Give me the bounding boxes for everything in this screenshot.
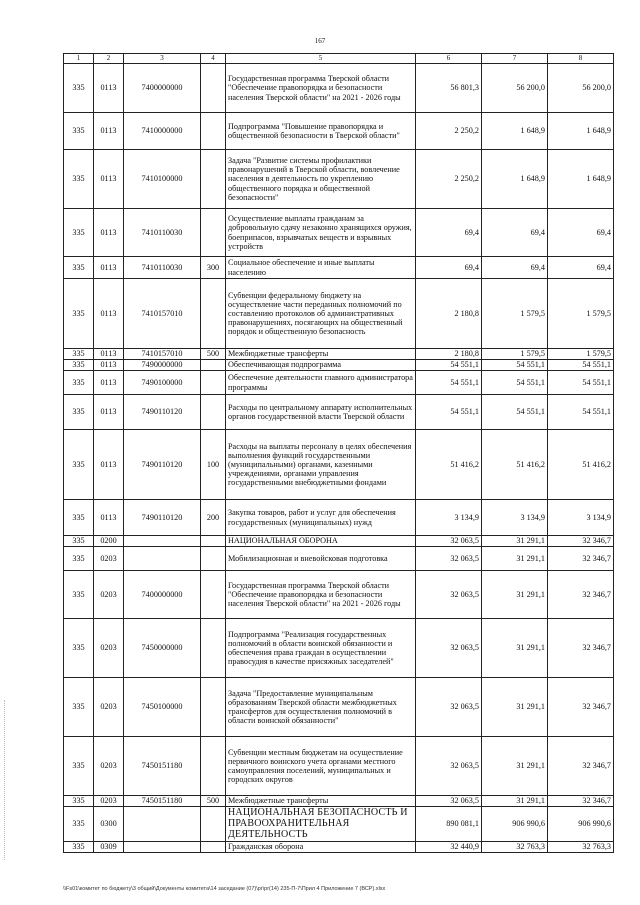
cell-col5: Межбюджетные трансферты xyxy=(226,349,416,360)
cell-col4: 500 xyxy=(201,349,226,360)
cell-col4: 200 xyxy=(201,500,226,536)
cell-col1: 335 xyxy=(64,395,94,430)
header-cell: 7 xyxy=(482,54,548,64)
cell-col8: 32 346,7 xyxy=(548,796,614,807)
table-row xyxy=(64,360,614,371)
cell-col5: Задача "Развитие системы профилактики правонарушений в Тверской области, вовлечение населения в деятельность по укреплению общественного порядка и общественной безопасности" xyxy=(226,150,416,209)
cell-col5: НАЦИОНАЛЬНАЯ ОБОРОНА xyxy=(226,536,416,547)
cell-col3: 7400000000 xyxy=(124,64,201,113)
cell-col2: 0203 xyxy=(94,547,124,571)
cell-col1: 335 xyxy=(64,430,94,500)
cell-col8: 32 763,3 xyxy=(548,841,614,852)
cell-col6: 32 063,5 xyxy=(416,678,482,737)
cell-col3 xyxy=(124,536,201,547)
cell-col7: 31 291,1 xyxy=(482,737,548,796)
table-row xyxy=(64,619,614,678)
cell-col2: 0203 xyxy=(94,737,124,796)
cell-col2: 0113 xyxy=(94,150,124,209)
cell-col3 xyxy=(124,841,201,852)
cell-col1: 335 xyxy=(64,807,94,842)
table-row xyxy=(64,209,614,257)
cell-col2: 0113 xyxy=(94,64,124,113)
table-row xyxy=(64,841,614,852)
cell-col7: 69,4 xyxy=(482,257,548,279)
cell-col3 xyxy=(124,807,201,842)
cell-col7: 56 200,0 xyxy=(482,64,548,113)
cell-col2: 0113 xyxy=(94,371,124,395)
cell-col6: 32 063,5 xyxy=(416,547,482,571)
cell-col8: 32 346,7 xyxy=(548,737,614,796)
cell-col1: 335 xyxy=(64,150,94,209)
cell-col6: 32 063,5 xyxy=(416,571,482,619)
header-cell: 5 xyxy=(226,54,416,64)
cell-col2: 0113 xyxy=(94,279,124,349)
cell-col8: 56 200,0 xyxy=(548,64,614,113)
cell-col3: 7410157010 xyxy=(124,349,201,360)
cell-col2: 0113 xyxy=(94,360,124,371)
cell-col7: 31 291,1 xyxy=(482,619,548,678)
cell-col4: 500 xyxy=(201,796,226,807)
cell-col1: 335 xyxy=(64,796,94,807)
margin-mark xyxy=(4,700,6,860)
cell-col5: Обеспечивающая подпрограмма xyxy=(226,360,416,371)
cell-col5: Государственная программа Тверской области "Обеспечение правопорядка и безопасности населения Тверской области" на 2021 - 2026 годы xyxy=(226,64,416,113)
cell-col1: 335 xyxy=(64,64,94,113)
cell-col4 xyxy=(201,150,226,209)
table-row xyxy=(64,395,614,430)
cell-col6: 54 551,1 xyxy=(416,360,482,371)
header-cell: 6 xyxy=(416,54,482,64)
cell-col2: 0113 xyxy=(94,209,124,257)
cell-col8: 1 648,9 xyxy=(548,150,614,209)
file-path-footer: \\Fs01\комитет по бюджету\3 общий\Документы комитета\14 заседание (07)\pr\pr(14) 235-П-7\Прил 4 Приложение 7 (ВСР).xlsx xyxy=(63,886,386,892)
table-body xyxy=(64,64,614,853)
cell-col6: 32 063,5 xyxy=(416,619,482,678)
cell-col4 xyxy=(201,678,226,737)
cell-col8: 54 551,1 xyxy=(548,395,614,430)
cell-col6: 3 134,9 xyxy=(416,500,482,536)
cell-col6: 54 551,1 xyxy=(416,395,482,430)
cell-col4 xyxy=(201,395,226,430)
cell-col8: 32 346,7 xyxy=(548,678,614,737)
cell-col6: 69,4 xyxy=(416,209,482,257)
cell-col3: 7410000000 xyxy=(124,113,201,150)
cell-col5: Гражданская оборона xyxy=(226,841,416,852)
cell-col4 xyxy=(201,536,226,547)
cell-col7: 1 579,5 xyxy=(482,349,548,360)
table-row xyxy=(64,547,614,571)
cell-col8: 32 346,7 xyxy=(548,571,614,619)
cell-col6: 32 063,5 xyxy=(416,536,482,547)
cell-col8: 1 579,5 xyxy=(548,279,614,349)
cell-col8: 1 648,9 xyxy=(548,113,614,150)
cell-col6: 890 081,1 xyxy=(416,807,482,842)
table-row xyxy=(64,678,614,737)
cell-col7: 1 648,9 xyxy=(482,150,548,209)
table-row xyxy=(64,571,614,619)
table-row xyxy=(64,807,614,842)
cell-col3: 7410100000 xyxy=(124,150,201,209)
cell-col7: 54 551,1 xyxy=(482,371,548,395)
cell-col2: 0113 xyxy=(94,349,124,360)
table-row xyxy=(64,349,614,360)
cell-col6: 69,4 xyxy=(416,257,482,279)
cell-col4 xyxy=(201,279,226,349)
cell-col7: 1 648,9 xyxy=(482,113,548,150)
cell-col5: Мобилизационная и вневойсковая подготовка xyxy=(226,547,416,571)
cell-col6: 32 063,5 xyxy=(416,796,482,807)
cell-col3: 7450151180 xyxy=(124,796,201,807)
cell-col8: 69,4 xyxy=(548,209,614,257)
cell-col7: 1 579,5 xyxy=(482,279,548,349)
cell-col5: Осуществление выплаты гражданам за добровольную сдачу незаконно хранящихся оружия, боеприпасов, взрывчатых веществ и взрывных устройств xyxy=(226,209,416,257)
table-row xyxy=(64,430,614,500)
cell-col2: 0309 xyxy=(94,841,124,852)
cell-col5: Субвенции местным бюджетам на осуществление первичного воинского учета органами местного самоуправления поселений, муниципальных и городских округов xyxy=(226,737,416,796)
cell-col2: 0203 xyxy=(94,619,124,678)
cell-col3: 7400000000 xyxy=(124,571,201,619)
cell-col1: 335 xyxy=(64,209,94,257)
cell-col6: 32 063,5 xyxy=(416,737,482,796)
cell-col4 xyxy=(201,64,226,113)
cell-col1: 335 xyxy=(64,371,94,395)
cell-col7: 54 551,1 xyxy=(482,395,548,430)
cell-col8: 54 551,1 xyxy=(548,371,614,395)
cell-col7: 31 291,1 xyxy=(482,571,548,619)
cell-col4 xyxy=(201,360,226,371)
cell-col7: 32 763,3 xyxy=(482,841,548,852)
cell-col8: 54 551,1 xyxy=(548,360,614,371)
cell-col3: 7450000000 xyxy=(124,619,201,678)
cell-col3: 7490110120 xyxy=(124,430,201,500)
cell-col6: 2 180,8 xyxy=(416,349,482,360)
table-row xyxy=(64,796,614,807)
cell-col4 xyxy=(201,209,226,257)
cell-col3: 7490110120 xyxy=(124,500,201,536)
cell-col2: 0113 xyxy=(94,430,124,500)
cell-col1: 335 xyxy=(64,678,94,737)
cell-col7: 31 291,1 xyxy=(482,796,548,807)
cell-col4 xyxy=(201,547,226,571)
cell-col5: Обеспечение деятельности главного администратора программы xyxy=(226,371,416,395)
cell-col1: 335 xyxy=(64,737,94,796)
header-cell: 1 xyxy=(64,54,94,64)
table-header-row xyxy=(64,54,614,64)
cell-col8: 69,4 xyxy=(548,257,614,279)
cell-col4 xyxy=(201,737,226,796)
cell-col8: 51 416,2 xyxy=(548,430,614,500)
cell-col7: 31 291,1 xyxy=(482,678,548,737)
page-number: 167 xyxy=(314,37,326,45)
cell-col8: 32 346,7 xyxy=(548,547,614,571)
cell-col5: НАЦИОНАЛЬНАЯ БЕЗОПАСНОСТЬ И ПРАВООХРАНИТЕЛЬНАЯ ДЕЯТЕЛЬНОСТЬ xyxy=(226,807,416,842)
table-row xyxy=(64,150,614,209)
cell-col6: 54 551,1 xyxy=(416,371,482,395)
cell-col8: 1 579,5 xyxy=(548,349,614,360)
cell-col1: 335 xyxy=(64,841,94,852)
cell-col5: Подпрограмма "Реализация государственных полномочий в области воинской обязанности и обеспечения права граждан в осуществлении правосудия в качестве присяжных заседателей" xyxy=(226,619,416,678)
cell-col8: 32 346,7 xyxy=(548,536,614,547)
table-row xyxy=(64,64,614,113)
cell-col5: Подпрограмма "Повышение правопорядка и общественной безопасности в Тверской области" xyxy=(226,113,416,150)
header-cell: 2 xyxy=(94,54,124,64)
cell-col3: 7450100000 xyxy=(124,678,201,737)
cell-col1: 335 xyxy=(64,619,94,678)
cell-col7: 69,4 xyxy=(482,209,548,257)
cell-col1: 335 xyxy=(64,349,94,360)
cell-col6: 32 440,9 xyxy=(416,841,482,852)
cell-col6: 2 250,2 xyxy=(416,113,482,150)
cell-col6: 2 180,8 xyxy=(416,279,482,349)
cell-col2: 0203 xyxy=(94,796,124,807)
cell-col4 xyxy=(201,841,226,852)
cell-col4 xyxy=(201,619,226,678)
cell-col7: 31 291,1 xyxy=(482,536,548,547)
cell-col2: 0203 xyxy=(94,678,124,737)
cell-col5: Задача "Предоставление муниципальным образованиям Тверской области межбюджетных трансфертов для осуществления полномочий в области воинской обязанности" xyxy=(226,678,416,737)
table-row xyxy=(64,500,614,536)
cell-col1: 335 xyxy=(64,500,94,536)
cell-col5: Социальное обеспечение и иные выплаты населению xyxy=(226,257,416,279)
header-cell: 3 xyxy=(124,54,201,64)
cell-col4: 100 xyxy=(201,430,226,500)
cell-col4 xyxy=(201,371,226,395)
cell-col1: 335 xyxy=(64,547,94,571)
cell-col4 xyxy=(201,807,226,842)
cell-col1: 335 xyxy=(64,536,94,547)
cell-col2: 0113 xyxy=(94,395,124,430)
cell-col4: 300 xyxy=(201,257,226,279)
cell-col1: 335 xyxy=(64,360,94,371)
cell-col7: 3 134,9 xyxy=(482,500,548,536)
cell-col3: 7490110120 xyxy=(124,395,201,430)
cell-col3 xyxy=(124,547,201,571)
table-row xyxy=(64,536,614,547)
cell-col2: 0203 xyxy=(94,571,124,619)
cell-col8: 3 134,9 xyxy=(548,500,614,536)
cell-col5: Субвенции федеральному бюджету на осуществление части переданных полномочий по составлению протоколов об административных правонарушениях, посягающих на общественный порядок и общественную безопасность xyxy=(226,279,416,349)
cell-col3: 7410157010 xyxy=(124,279,201,349)
cell-col6: 2 250,2 xyxy=(416,150,482,209)
budget-table xyxy=(63,53,614,853)
cell-col7: 51 416,2 xyxy=(482,430,548,500)
table-row xyxy=(64,737,614,796)
cell-col2: 0113 xyxy=(94,500,124,536)
cell-col6: 51 416,2 xyxy=(416,430,482,500)
cell-col1: 335 xyxy=(64,571,94,619)
cell-col8: 32 346,7 xyxy=(548,619,614,678)
table-row xyxy=(64,279,614,349)
cell-col2: 0300 xyxy=(94,807,124,842)
cell-col3: 7490100000 xyxy=(124,371,201,395)
cell-col5: Закупка товаров, работ и услуг для обеспечения государственных (муниципальных) нужд xyxy=(226,500,416,536)
table-row xyxy=(64,113,614,150)
cell-col1: 335 xyxy=(64,113,94,150)
cell-col8: 906 990,6 xyxy=(548,807,614,842)
header-cell: 4 xyxy=(201,54,226,64)
cell-col7: 31 291,1 xyxy=(482,547,548,571)
cell-col2: 0113 xyxy=(94,257,124,279)
cell-col6: 56 801,3 xyxy=(416,64,482,113)
cell-col3: 7410110030 xyxy=(124,209,201,257)
cell-col3: 7490000000 xyxy=(124,360,201,371)
cell-col4 xyxy=(201,571,226,619)
cell-col3: 7450151180 xyxy=(124,737,201,796)
header-cell: 8 xyxy=(548,54,614,64)
cell-col2: 0200 xyxy=(94,536,124,547)
cell-col5: Расходы по центральному аппарату исполнительных органов государственной власти Тверской области xyxy=(226,395,416,430)
cell-col3: 7410110030 xyxy=(124,257,201,279)
cell-col7: 906 990,6 xyxy=(482,807,548,842)
cell-col1: 335 xyxy=(64,279,94,349)
cell-col5: Расходы на выплаты персоналу в целях обеспечения выполнения функций государственными (муниципальными) органами, казенными учреждениями, органами управления государственными внебюджетными фондами xyxy=(226,430,416,500)
table-row xyxy=(64,257,614,279)
cell-col1: 335 xyxy=(64,257,94,279)
table-row xyxy=(64,371,614,395)
cell-col7: 54 551,1 xyxy=(482,360,548,371)
cell-col4 xyxy=(201,113,226,150)
cell-col5: Межбюджетные трансферты xyxy=(226,796,416,807)
cell-col2: 0113 xyxy=(94,113,124,150)
cell-col5: Государственная программа Тверской области "Обеспечение правопорядка и безопасности населения Тверской области" на 2021 - 2026 годы xyxy=(226,571,416,619)
